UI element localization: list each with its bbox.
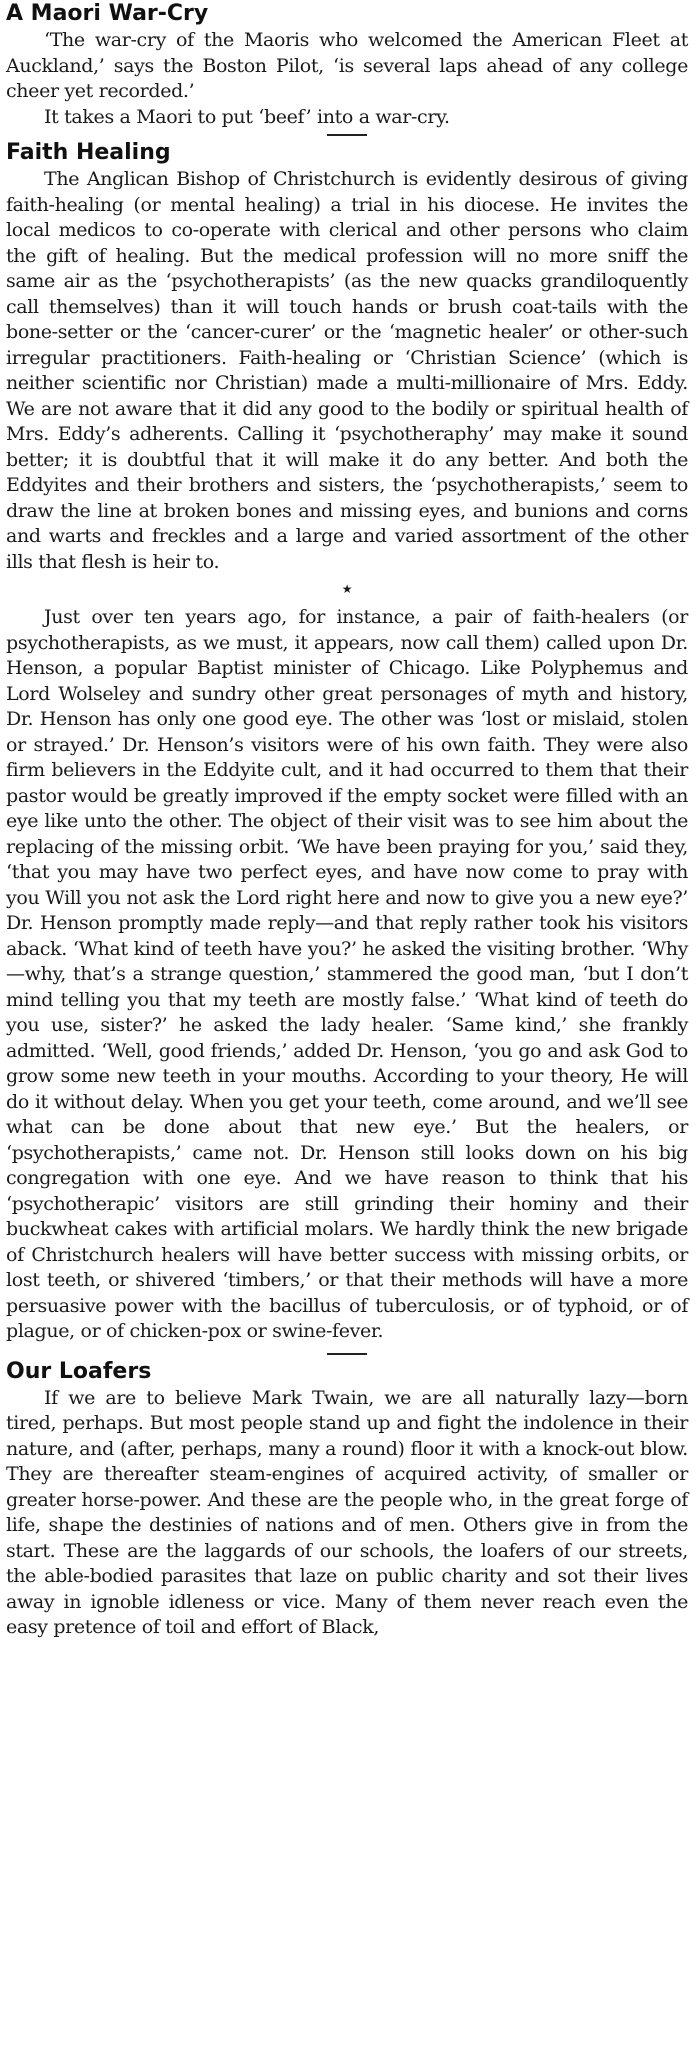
article-maori-war-cry bbox=[6, 0, 688, 130]
article-heading: Our Loafers bbox=[6, 1358, 152, 1384]
article-heading: A Maori War-Cry bbox=[6, 1, 209, 26]
article-heading: Faith Healing bbox=[6, 140, 171, 165]
star-separator: ★ bbox=[341, 582, 353, 596]
article-paragraph: It takes a Maori to put ‘beef’ into a war-cry. bbox=[44, 105, 450, 128]
article-paragraph: The Anglican Bishop of Christchurch is evidently desirous of giving faith-healing (or mental healing) a trial in his diocese. He invites the local medicos to co-operate with clerical and other persons who claim the gift of healing. But the medical profession will no more sniff the same air as the ‘psychotherapists’ (as the new quacks grandiloquently call themselves) than it will touch hands or brush coat-tails with the bone-setter or the ‘cancer-curer’ or the ‘magnetic healer’ or other-such irregular practitioners. Faith-healing or ‘Christian Science’ (which is neither scientific nor Christian) made a multi-millionaire of Mrs. Eddy. We are not aware that it did any good to the bodily or spiritual health of Mrs. Eddy’s adherents. Calling it ‘psychotheraphy’ may make it sound better; it is doubtful that it will make it do any better. And both the Eddyites and their brothers and sisters, the ‘psychotherapists,’ seem to draw the line at broken bones and missing eyes, and bunions and corns and warts and freckles and a large and varied assortment of the other ills that flesh is heir to. bbox=[6, 168, 688, 573]
article-faith-healing bbox=[6, 139, 688, 1345]
article-paragraph: ‘The war-cry of the Maoris who welcomed the American Fleet at Auckland,’ says the Boston Pilot, ‘is several laps ahead of any college cheer yet recorded.’ bbox=[6, 29, 688, 102]
article-our-loafers bbox=[6, 1358, 688, 1641]
section-divider bbox=[327, 1353, 367, 1355]
section-divider bbox=[327, 134, 367, 136]
article-paragraph: Just over ten years ago, for instance, a pair of faith-healers (or psychotherapists, as we must, it appears, now call them) called upon Dr. Henson, a popular Baptist minister of Chicago. Like Polyphemus and Lord Wolseley and sundry other great personages of myth and history, Dr. Henson has only one good eye. The other was ‘lost or mislaid, stolen or strayed.’ Dr. Henson’s visitors were of his own faith. They were also firm believers in the Eddyite cult, and it had occurred to them that their pastor would be greatly improved if the empty socket were filled with an eye like unto the other. The object of their visit was to see him about the replacing of the missing orbit. ‘We have been praying for you,’ said they, ‘that you may have two perfect eyes, and have now come to pray with you Will you not ask the Lord right here and now to give you a new eye?’ Dr. Henson promptly made reply—and that reply rather took his visitors aback. ‘What kind of teeth have you?’ he asked the visiting brother. ‘Why—why, that’s a strange question,’ stammered the good man, ‘but I don’t mind telling you that my teeth are mostly false.’ ‘What kind of teeth do you use, sister?’ he asked the lady healer. ‘Same kind,’ she frankly admitted. ‘Well, good friends,’ added Dr. Henson, ‘you go and ask God to grow some new teeth in your mouths. According to your theory, He will do it without delay. When you get your teeth, come around, and we’ll see what can be done about that new eye.’ But the healers, or ‘psychotherapists,’ came not. Dr. Henson still looks down on his big congregation with one eye. And we have reason to think that his ‘psychotherapic’ visitors are still grinding their hominy and their buckwheat cakes with artificial molars. We hardly think the new brigade of Christchurch healers will have better success with missing orbits, or lost teeth, or shivered ‘timbers,’ or that their methods will have a more persuasive power with the bacillus of tuberculosis, or of typhoid, or of plague, or of chicken-pox or swine-fever. bbox=[6, 606, 688, 1342]
article-paragraph: If we are to believe Mark Twain, we are all naturally lazy—born tired, perhaps. But most people stand up and fight the indolence in their nature, and (after, perhaps, many a round) floor it with a knock-out blow. They are thereafter steam-engines of acquired activity, of smaller or greater horse-power. And these are the people who, in the great forge of life, shape the destinies of nations and of men. Others give in from the start. These are the laggards of our schools, the loafers of our streets, the able-bodied parasites that laze on public charity and sot their lives away in ignoble idleness or vice. Many of them never reach even the easy pretence of toil and effort of Black, bbox=[6, 1386, 688, 1638]
